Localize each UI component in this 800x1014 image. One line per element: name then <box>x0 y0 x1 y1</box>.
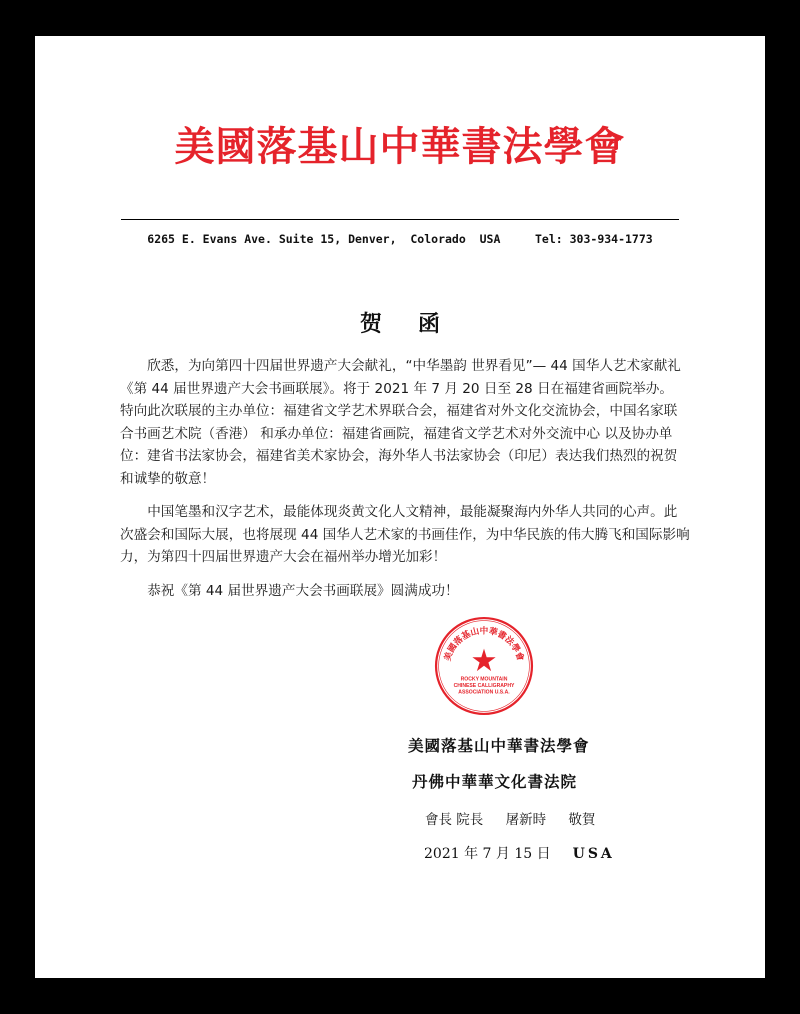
letter-body <box>120 355 690 613</box>
letter-paragraph: 欣悉，为向第四十四届世界遗产大会献礼，“中华墨韵 世界看见”— 44 国华人艺术家献礼《第 44 届世界遗产大会书画联展》。将于 2021 年 7 月 20 日至 28 日在福建省画院举办。 特向此次联展的主办单位：福建省文学艺术界联合会，福建省对外文化交流协会，中国名家联合书画艺术院（香港） 和承办单位：福建省画院，福建省文学艺术对外交流中心 以及协办单位：建省书法家协会，福建省美术家协会，海外华人书法家协会（印尼）表达我们热烈的祝贺和诚挚的敬意！ <box>120 358 681 487</box>
signature-country: USA <box>572 846 615 862</box>
signature-org-2: 丹佛中華華文化書法院 <box>412 772 578 791</box>
seal-bottom-line: ASSOCIATION U.S.A. <box>458 689 510 696</box>
signature-date-line <box>424 843 615 863</box>
star-icon <box>472 649 495 671</box>
letterhead-title: 美國落基山中華書法學會 <box>174 123 626 170</box>
letter-paragraph: 恭祝《第 44 届世界遗产大会书画联展》圆满成功！ <box>147 582 459 599</box>
signature-names <box>425 808 613 828</box>
signature-role: 會長 院長 <box>425 812 484 828</box>
letterhead-divider <box>121 219 679 220</box>
signature-name: 屠新時 <box>505 812 547 828</box>
letterhead-address: 6265 E. Evans Ave. Suite 15, Denver, Colorado USA Tel: 303-934-1773 <box>147 232 653 246</box>
signature-date: 2021 年 7 月 15 日 <box>424 846 551 862</box>
signature-org-1: 美國落基山中華書法學會 <box>408 736 590 755</box>
letter-paragraph: 中国笔墨和汉字艺术，最能体现炎黄文化人文精神，最能凝聚海内外华人共同的心声。此次盛会和国际大展，也将展现 44 国华人艺术家的书画佳作，为中华民族的伟大腾飞和国际影响力，为第四十四届世界遗产大会在福州举办增光加彩！ <box>120 504 690 565</box>
seal-bottom-line: CHINESE CALLIGRAPHY <box>453 682 515 689</box>
signature-closing: 敬賀 <box>568 812 596 828</box>
letter-heading: 贺函 <box>359 311 476 337</box>
association-seal <box>433 615 535 717</box>
seal-bottom-line: ROCKY MOUNTAIN <box>460 676 508 683</box>
seal-top-text: 美國落基山中華書法學會 <box>443 626 525 663</box>
